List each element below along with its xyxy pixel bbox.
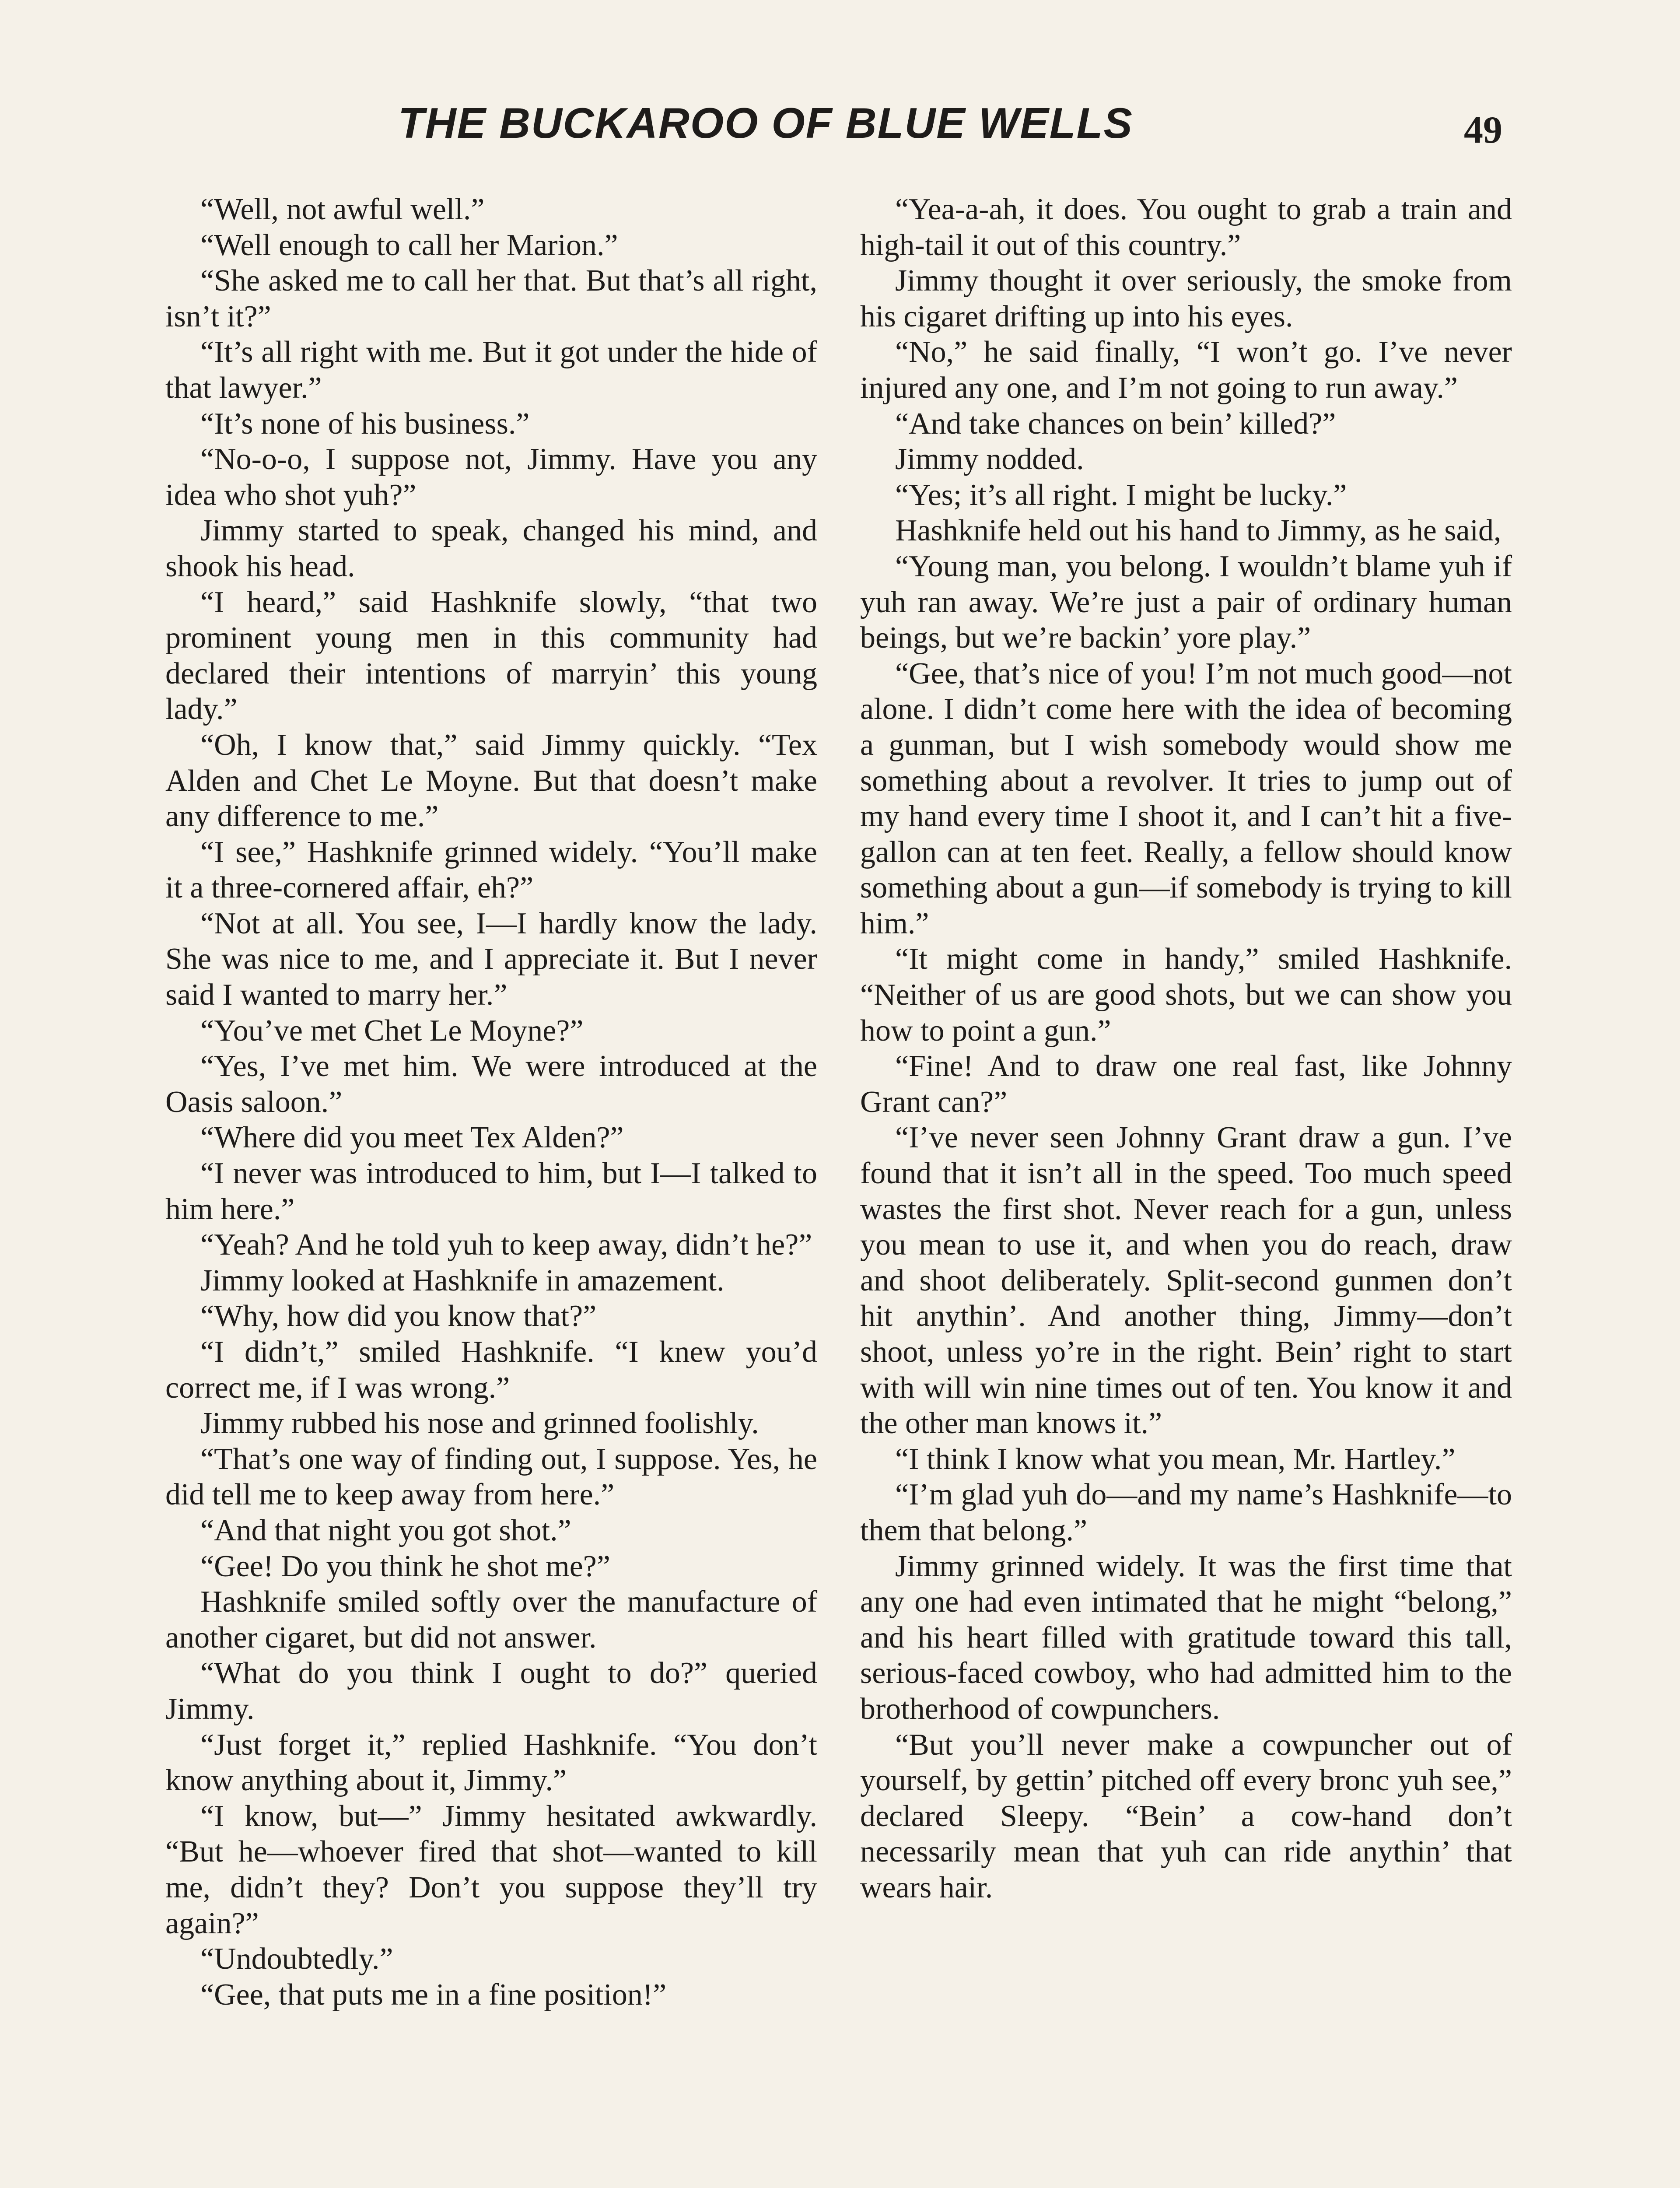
paragraph: “Well, not awful well.”	[200, 193, 485, 226]
paragraph: “I heard,” said Hashknife slowly, “that two prominent young men in this community had declared their intentions of marryin’ this young lady.”	[165, 585, 817, 726]
paragraph: “I never was introduced to him, but I—I talked to him here.”	[165, 1157, 817, 1226]
paragraph: Jimmy nodded.	[895, 442, 1084, 477]
text-column-left	[165, 192, 817, 2013]
paragraph: Jimmy started to speak, changed his mind, and shook his head.	[165, 514, 817, 583]
text-column-right	[860, 192, 1512, 1906]
paragraph: Jimmy grinned widely. It was the first time that any one had even intimated that he might “belong,” and his heart filled with gratitude toward this tall, serious-faced cowboy, who had admitted him to the brotherhood of cowpunchers.	[860, 1549, 1512, 1726]
paragraph: “Gee, that’s nice of you! I’m not much good—not alone. I didn’t come here with the idea of becoming a gunman, but I wish somebody would show me something about a revolver. It tries to jump out of my hand every time I shoot it, and I can’t hit a five-gallon can at ten feet. Really, a fellow should know something about a gun—if somebody is trying to kill him.”	[860, 656, 1512, 940]
paragraph: “Gee! Do you think he shot me?”	[200, 1549, 610, 1583]
paragraph: “Yes, I’ve met him. We were introduced at the Oasis saloon.”	[165, 1049, 817, 1119]
paragraph: “Just forget it,” replied Hashknife. “You don’t know anything about it, Jimmy.”	[165, 1728, 817, 1798]
paragraph: “I see,” Hashknife grinned widely. “You’ll make it a three-cornered affair, eh?”	[165, 835, 817, 905]
paragraph: “You’ve met Chet Le Moyne?”	[200, 1013, 584, 1048]
paragraph: “Why, how did you know that?”	[200, 1299, 597, 1333]
paragraph: Hashknife smiled softly over the manufacture of another cigaret, but did not answer.	[165, 1585, 817, 1655]
paragraph: “I know, but—” Jimmy hesitated awkwardly. “But he—whoever fired that shot—wanted to kill me, didn’t they? Don’t you suppose they’ll try again?”	[165, 1799, 817, 1940]
paragraph: “That’s one way of finding out, I suppose. Yes, he did tell me to keep away from here.”	[165, 1442, 817, 1512]
paragraph: “But you’ll never make a cowpuncher out of yourself, by gettin’ pitched off every bronc yuh see,” declared Sleepy. “Bein’ a cow-hand don’t necessarily mean that yuh can ride anythin’ that wears hair.	[860, 1728, 1512, 1904]
paragraph: “No-o-o, I suppose not, Jimmy. Have you any idea who shot yuh?”	[165, 442, 817, 512]
paragraph: “And that night you got shot.”	[200, 1513, 571, 1547]
paragraph: “And take chances on bein’ killed?”	[895, 407, 1336, 441]
paragraph: Jimmy thought it over seriously, the smoke from his cigaret drifting up into his eyes.	[860, 264, 1512, 333]
page-number: 49	[1464, 109, 1502, 151]
paragraph: “It’s all right with me. But it got under the hide of that lawyer.”	[165, 335, 817, 405]
paragraph: “I didn’t,” smiled Hashknife. “I knew you’d correct me, if I was wrong.”	[165, 1335, 817, 1405]
paragraph: “Fine! And to draw one real fast, like Johnny Grant can?”	[860, 1049, 1512, 1119]
paragraph: “I’m glad yuh do—and my name’s Hashknife—to them that belong.”	[860, 1478, 1512, 1547]
paragraph: “Oh, I know that,” said Jimmy quickly. “Tex Alden and Chet Le Moyne. But that doesn’t make any difference to me.”	[165, 728, 817, 834]
paragraph: “It might come in handy,” smiled Hashknife. “Neither of us are good shots, but we can show you how to point a gun.”	[860, 942, 1512, 1048]
paragraph: “No,” he said finally, “I won’t go. I’ve never injured any one, and I’m not going to run away.”	[860, 335, 1512, 405]
paragraph: “Undoubtedly.”	[200, 1942, 393, 1976]
paragraph: “It’s none of his business.”	[200, 407, 530, 441]
paragraph: “I’ve never seen Johnny Grant draw a gun. I’ve found that it isn’t all in the speed. Too much speed wastes the first shot. Never reach for a gun, unless you mean to use it, and when you do reach, draw and shoot deliberately. Split-second gunmen don’t hit anythin’. And another thing, Jimmy—don’t shoot, unless yo’re in the right. Bein’ right to start with will win nine times out of ten. You know it and the other man knows it.”	[860, 1121, 1512, 1441]
paragraph: “Well enough to call her Marion.”	[200, 228, 618, 262]
paragraph: Jimmy rubbed his nose and grinned foolishly.	[200, 1406, 759, 1441]
paragraph: “Yes; it’s all right. I might be lucky.”	[895, 478, 1347, 512]
paragraph: “What do you think I ought to do?” queried Jimmy.	[165, 1656, 817, 1726]
paragraph: “I think I know what you mean, Mr. Hartley.”	[895, 1442, 1456, 1476]
paragraph: “She asked me to call her that. But that’s all right, isn’t it?”	[165, 264, 817, 333]
paragraph: Hashknife held out his hand to Jimmy, as he said,	[895, 514, 1502, 548]
paragraph: “Yea-a-ah, it does. You ought to grab a train and high-tail it out of this country.”	[860, 193, 1512, 262]
paragraph: Jimmy looked at Hashknife in amazement.	[200, 1263, 724, 1297]
paragraph: “Young man, you belong. I wouldn’t blame yuh if yuh ran away. We’re just a pair of ordinary human beings, but we’re backin’ yore play.”	[860, 549, 1512, 655]
paragraph: “Gee, that puts me in a fine position!”	[200, 1978, 667, 2012]
running-title: THE BUCKAROO OF BLUE WELLS	[398, 99, 1133, 147]
paragraph: “Where did you meet Tex Alden?”	[200, 1121, 624, 1155]
paragraph: “Not at all. You see, I—I hardly know the lady. She was nice to me, and I appreciate it. But I never said I wanted to marry her.”	[165, 906, 817, 1012]
paragraph: “Yeah? And he told yuh to keep away, didn’t he?”	[200, 1228, 812, 1262]
